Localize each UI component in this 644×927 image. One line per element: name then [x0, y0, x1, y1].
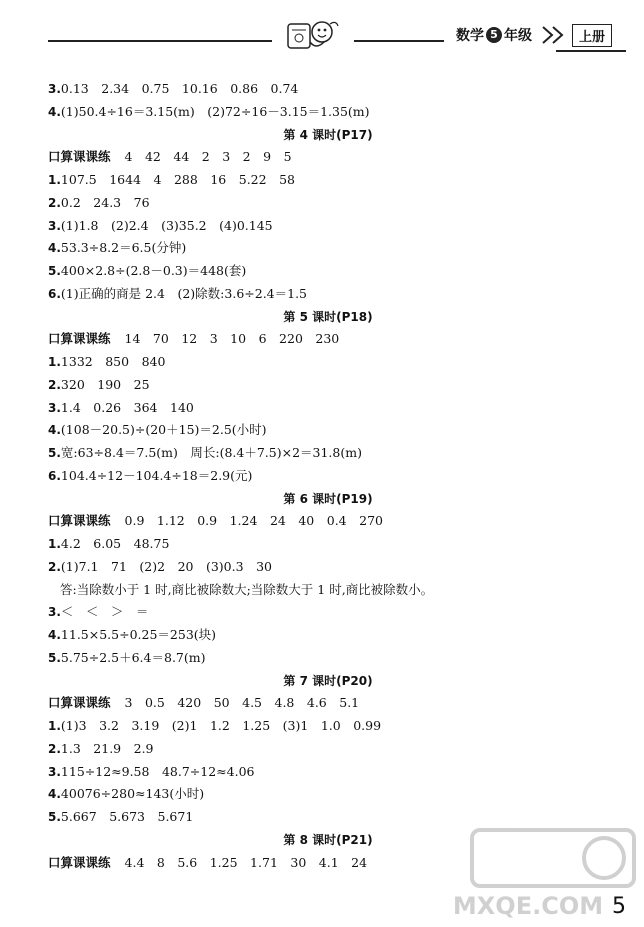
answer-item: [48, 237, 608, 260]
answer-text: 320 190 25: [60, 376, 150, 392]
answer-text: 0.13 2.34 0.75 10.16 0.86 0.74: [60, 81, 299, 96]
answer-item: [48, 397, 608, 420]
section-heading: 第 4 课时(P17): [283, 127, 373, 142]
answer-item: [48, 374, 608, 397]
answer-text: (108－20.5)÷(20＋15)＝2.5(小时): [60, 422, 267, 438]
grade-number-badge: 5: [486, 27, 502, 43]
question-number: 4.: [48, 628, 61, 642]
answer-text: (1)1.8 (2)2.4 (3)35.2 (4)0.145: [60, 217, 273, 233]
answer-item: [48, 351, 608, 374]
section-heading: 第 8 课时(P21): [283, 832, 373, 847]
answer-item: [48, 601, 608, 624]
answer-text: 4.2 6.05 48.75: [60, 536, 170, 551]
answer-text: 53.3÷8.2＝6.5(分钟): [60, 240, 187, 256]
question-number: 2.: [48, 741, 61, 756]
answer-item: [48, 192, 608, 215]
answer-text: 1332 850 840: [60, 354, 166, 369]
question-number: 4.: [48, 787, 61, 802]
question-number: 3.: [48, 400, 61, 415]
question-number: 6.: [48, 468, 61, 483]
subject-label: 数学: [456, 28, 484, 44]
section-heading: 第 7 课时(P20): [283, 673, 373, 688]
answer-text: 0.2 24.3 76: [60, 194, 150, 210]
answer-item: [48, 738, 608, 761]
answer-item: [48, 761, 608, 784]
question-number: 1.: [48, 719, 61, 733]
volume-label: 上册: [572, 24, 612, 47]
question-number: 3.: [48, 605, 61, 620]
question-number: 4.: [48, 423, 61, 438]
answer-item: [48, 101, 608, 124]
answer-text: 1.3 21.9 2.9: [60, 740, 154, 756]
answer-text: 400×2.8÷(2.8－0.3)＝448(套): [60, 263, 247, 278]
answer-item: [48, 783, 608, 806]
oral-practice-label: 口算课课练: [48, 331, 111, 347]
oral-practice-line: [48, 692, 608, 715]
question-number: 5.: [48, 650, 61, 665]
answer-text: 11.5×5.5÷0.25＝253(块): [60, 627, 217, 642]
question-number: 3.: [48, 764, 61, 779]
question-number: 3.: [48, 218, 61, 233]
book-title: [456, 24, 612, 46]
oral-practice-label: 口算课课练: [48, 149, 111, 165]
page-header: [0, 14, 644, 54]
answer-item: [48, 260, 608, 283]
oral-practice-line: [48, 510, 608, 533]
answer-item: [48, 715, 608, 738]
oral-practice-answers: 3 0.5 420 50 4.5 4.8 4.6 5.1: [124, 695, 360, 711]
answer-text: 1.4 0.26 364 140: [60, 399, 194, 415]
answer-item: [48, 556, 608, 579]
question-number: 5.: [48, 810, 61, 824]
header-rule-under-volume: [556, 50, 626, 52]
answer-text: 5.667 5.673 5.671: [60, 809, 194, 824]
answer-text: ＜ ＜ ＞ ＝: [60, 604, 149, 620]
answer-item: [48, 624, 608, 647]
oral-practice-answers: 0.9 1.12 0.9 1.24 24 40 0.4 270: [124, 513, 383, 529]
oral-practice-label: 口算课课练: [48, 854, 111, 870]
answer-content: [48, 78, 608, 874]
answer-item: [48, 78, 608, 101]
oral-practice-line: [48, 146, 608, 169]
answer-text: 107.5 1644 4 288 16 5.22 58: [60, 172, 295, 187]
answer-item: [48, 533, 608, 556]
answer-item: [48, 465, 608, 488]
mascot-icon: [280, 16, 346, 56]
question-number: 1.: [48, 537, 61, 551]
question-number: 6.: [48, 286, 61, 301]
section-heading: 第 5 课时(P18): [283, 309, 373, 324]
answer-text: (1)50.4÷16＝3.15(m) (2)72÷16－3.15＝1.35(m): [60, 103, 370, 119]
page-number: 5: [612, 894, 626, 919]
question-number: 2.: [48, 377, 61, 392]
oral-practice-answers: 14 70 12 3 10 6 220 230: [124, 331, 340, 347]
question-number: 1.: [48, 173, 61, 187]
question-number: 3.: [48, 82, 61, 96]
answer-text: 5.75÷2.5＋6.4＝8.7(m): [60, 649, 206, 665]
answer-note: 答:当除数小于 1 时,商比被除数大;当除数大于 1 时,商比被除数小。: [60, 581, 434, 597]
question-number: 4.: [48, 104, 61, 119]
answer-text: (1)正确的商是 2.4 (2)除数:3.6÷2.4＝1.5: [60, 285, 308, 301]
answer-item: [48, 442, 608, 465]
oral-practice-label: 口算课课练: [48, 513, 111, 529]
section-heading: 第 6 课时(P19): [283, 491, 373, 506]
question-number: 2.: [48, 195, 61, 210]
grade-label: 年级: [504, 28, 532, 44]
answer-text: 宽:63÷8.4＝7.5(m) 周长:(8.4＋7.5)×2＝31.8(m): [60, 445, 362, 460]
answer-text: 40076÷280≈143(小时): [60, 786, 205, 802]
answer-item: [48, 419, 608, 442]
answer-item: [48, 215, 608, 238]
header-rule-right: [354, 40, 444, 42]
answer-text: 115÷12≈9.58 48.7÷12≈4.06: [60, 763, 255, 779]
answer-item: [48, 647, 608, 670]
question-number: 4.: [48, 241, 61, 256]
oral-practice-answers: 4.4 8 5.6 1.25 1.71 30 4.1 24: [124, 854, 368, 870]
answer-item: [48, 283, 608, 306]
question-number: 5.: [48, 446, 61, 460]
question-number: 2.: [48, 559, 61, 574]
oral-practice-label: 口算课课练: [48, 695, 111, 711]
header-rule-left: [48, 40, 272, 42]
answer-text: (1)7.1 71 (2)2 20 (3)0.3 30: [60, 558, 272, 574]
oral-practice-line: [48, 328, 608, 351]
double-chevron-icon: [540, 24, 568, 46]
question-number: 1.: [48, 355, 61, 369]
svg-text:MXQE.COM: MXQE.COM: [452, 892, 604, 920]
question-number: 5.: [48, 264, 61, 278]
answer-text: (1)3 3.2 3.19 (2)1 1.2 1.25 (3)1 1.0 0.99: [60, 718, 382, 733]
oral-practice-answers: 4 42 44 2 3 2 9 5: [124, 149, 292, 165]
answer-item: [48, 169, 608, 192]
answer-text: 104.4÷12－104.4÷18＝2.9(元): [60, 467, 253, 483]
